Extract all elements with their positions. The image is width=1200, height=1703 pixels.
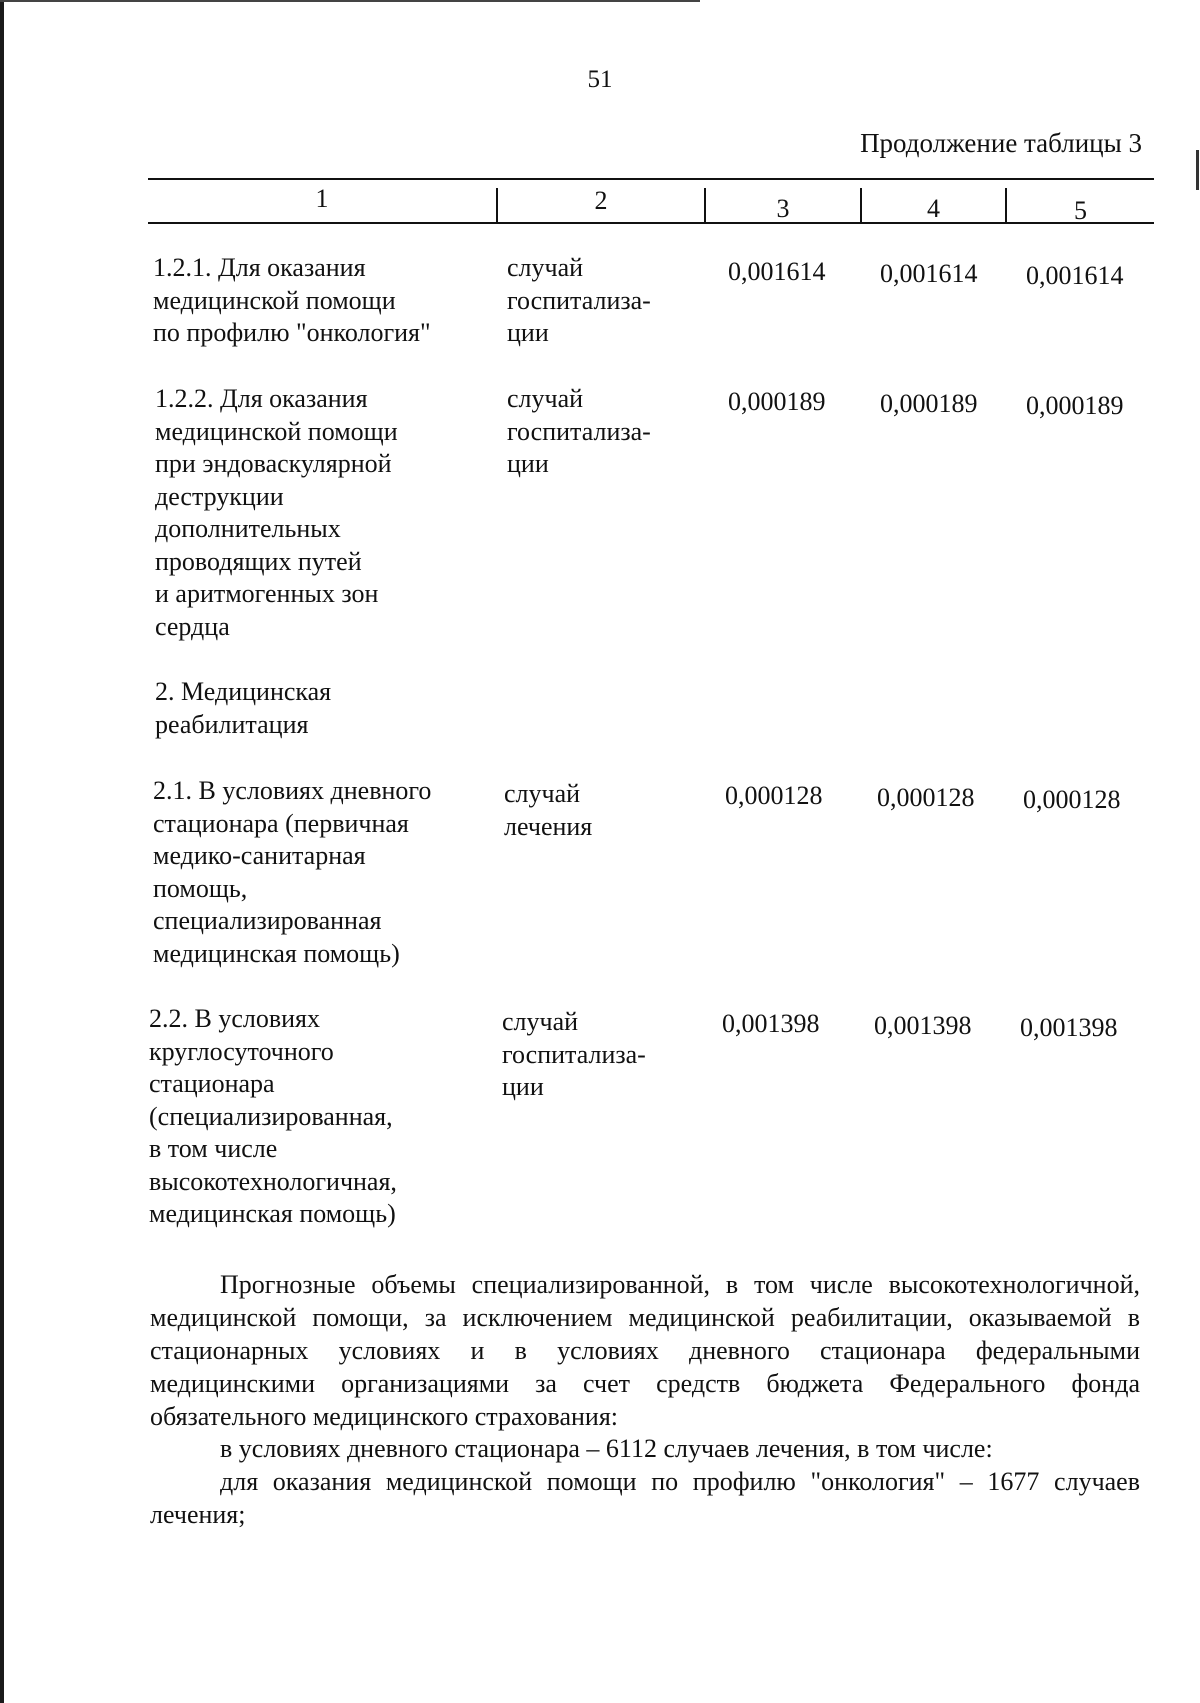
table-row-value-col3: 0,000128 [725,781,823,810]
table-row-name: 1.2.2. Для оказания медицинской помощи при эндоваскулярной деструкции дополнительных проводящих путей и аритмогенных зон сердца [155,384,398,641]
column-number-2: 2 [594,186,608,215]
table-row-value-col3: 0,001614 [728,257,826,286]
table-row-value-col5: 0,000128 [1023,785,1121,814]
table-row-unit: случай лечения [504,779,593,841]
table-row-value-col4: 0,001398 [874,1011,972,1040]
scan-edge-left [0,0,4,1703]
table-row-value-col5: 0,001398 [1020,1013,1118,1042]
column-number-4: 4 [927,194,940,223]
table-row-unit: случай госпитализа- ции [507,384,651,478]
table-row-value-col3: 0,001398 [722,1009,820,1038]
table-top-rule [148,178,1154,180]
table-row-value-col3: 0,000189 [728,387,826,416]
table-row-value-col4: 0,001614 [880,259,978,288]
table-row-name: 2. Медицинская реабилитация [155,677,332,739]
column-number-3: 3 [776,194,790,223]
scan-edge-top [0,0,700,2]
column-number-1: 1 [315,184,329,213]
table-row-unit: случай госпитализа- ции [502,1007,646,1101]
table-row-value-col4: 0,000189 [880,389,978,418]
body-paragraph-3: для оказания медицинской помощи по профилю "онкология" – 1677 случаев лечения; [150,1467,1140,1529]
column-number-5: 5 [1074,196,1087,225]
table-row-name: 1.2.1. Для оказания медицинской помощи по профилю "онкология" [153,253,431,347]
body-line-2: в условиях дневного стационара – 6112 случаев лечения, в том числе: [220,1434,993,1463]
table-row-value-col5: 0,000189 [1026,391,1124,420]
table-row-name: 2.1. В условиях дневного стационара (первичная медико-санитарная помощь, специализированная медицинская помощь) [153,776,432,968]
table-row-name: 2.2. В условиях круглосуточного стационара (специализированная, в том числе высокотехнологичная, медицинская помощь) [149,1004,397,1228]
page-number: 51 [587,66,613,93]
scan-mark-right [1196,150,1199,190]
table-row-value-col5: 0,001614 [1026,261,1124,290]
table-row-value-col4: 0,000128 [877,783,975,812]
table-row-unit: случай госпитализа- ции [507,253,651,347]
table-continuation-label: Продолжение таблицы 3 [860,128,1142,158]
body-paragraph-1: Прогнозные объемы специализированной, в том числе высокотехнологичной, медицинской помощи, за исключением медицинской реабилитации, оказываемой в стационарных условиях и в условиях дневного стационара федеральными медицинскими организациями за счет средств бюджета Федерального фонда обязательного медицинского страхования: [150,1270,1140,1431]
